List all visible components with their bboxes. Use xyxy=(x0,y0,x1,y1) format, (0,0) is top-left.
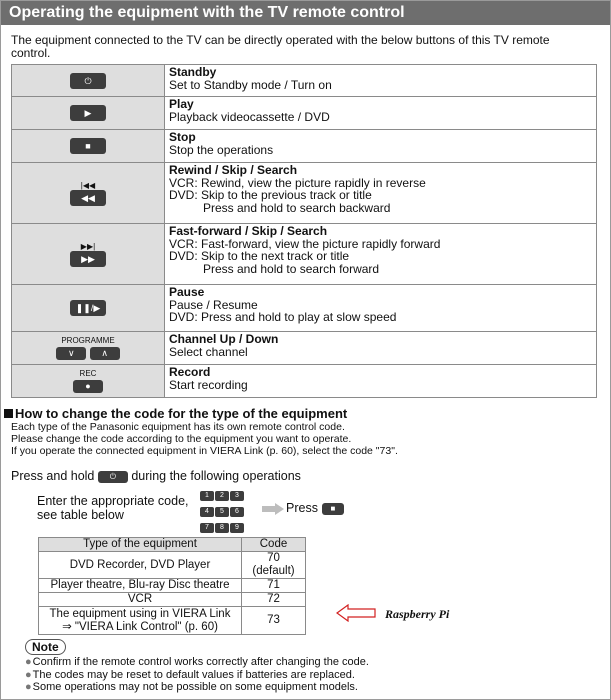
press-hold-instruction: Press and hold ⏻ during the following operations xyxy=(11,469,301,483)
row-heading: Stop xyxy=(169,130,196,144)
table-row xyxy=(12,285,597,332)
row-line: DVD: Skip to the next track or title xyxy=(169,249,350,263)
key-8: 8 xyxy=(215,523,229,533)
power-icon: ⏻ xyxy=(98,471,128,483)
bullet-icon: ● xyxy=(25,668,32,681)
row-line: Press and hold to search forward xyxy=(203,261,380,276)
table-row xyxy=(39,593,306,607)
channel-down-icon: ∨ xyxy=(56,347,86,360)
note-label: Note xyxy=(25,639,66,655)
intro-text: The equipment connected to the TV can be directly operated with the below buttons of this TV remote control. xyxy=(11,33,550,60)
stop-icon: ■ xyxy=(70,138,106,154)
equipment-code: 72 xyxy=(242,593,306,607)
row-heading: Pause xyxy=(169,285,205,299)
bullet-icon: ● xyxy=(25,656,32,668)
key-6: 6 xyxy=(230,507,244,517)
table-header-row xyxy=(39,538,306,552)
play-icon: ▶ xyxy=(70,105,106,121)
equipment-code: 73 xyxy=(242,607,306,635)
table-row xyxy=(12,365,597,398)
equipment-type: Player theatre, Blu-ray Disc theatre xyxy=(39,579,242,593)
equipment-type: VCR xyxy=(39,593,242,607)
table-row xyxy=(12,97,597,130)
row-heading: Fast-forward / Skip / Search xyxy=(169,224,328,238)
row-line: DVD: Skip to the previous track or title xyxy=(169,188,372,202)
row-heading: Rewind / Skip / Search xyxy=(169,163,298,177)
power-icon: ⏻ xyxy=(70,73,106,89)
row-line: Select channel xyxy=(169,344,248,359)
row-line: Set to Standby mode / Turn on xyxy=(169,77,332,92)
table-row xyxy=(12,332,597,365)
arrow-left-icon xyxy=(336,604,376,622)
notes-list xyxy=(25,656,369,694)
icon-cell xyxy=(12,365,165,398)
key-1: 1 xyxy=(200,491,214,501)
icon-cell xyxy=(12,65,165,97)
icon-cell xyxy=(12,332,165,365)
row-line: Playback videocassette / DVD xyxy=(169,109,330,124)
row-heading: Play xyxy=(169,97,194,111)
pause-icon: ❚❚/▶ xyxy=(70,300,106,316)
row-line: Stop the operations xyxy=(169,142,274,157)
equipment-code: 71 xyxy=(242,579,306,593)
key-5: 5 xyxy=(215,507,229,517)
list-item: ●The codes may be reset to default values if batteries are replaced. xyxy=(25,668,355,681)
section-body: Each type of the Panasonic equipment has its own remote control code. Please change the code according to the equipment you want to operate. If you operate the connected equipment in VIERA Link (p. 60), select the code "73". xyxy=(11,421,398,457)
skip-back-icon: |◀◀ xyxy=(80,180,96,190)
table-row xyxy=(39,552,306,579)
rewind-icon: ◀◀ xyxy=(70,190,106,206)
icon-cell xyxy=(12,285,165,332)
fast-forward-icon: ▶▶ xyxy=(70,251,106,267)
section-title: How to change the code for the type of the equipment xyxy=(4,406,347,421)
arrow-right-icon xyxy=(262,503,284,515)
list-item: ●Confirm if the remote control works correctly after changing the code. xyxy=(25,656,369,668)
press-instruction: Press ■ xyxy=(286,501,344,515)
row-heading: Record xyxy=(169,365,211,379)
column-header: Type of the equipment xyxy=(39,538,242,552)
button-table xyxy=(11,64,597,398)
equipment-type: DVD Recorder, DVD Player xyxy=(39,552,242,579)
page-title: Operating the equipment with the TV remote control xyxy=(1,1,610,25)
icon-cell xyxy=(12,163,165,224)
table-row xyxy=(12,224,597,285)
icon-cell xyxy=(12,130,165,163)
row-line: Start recording xyxy=(169,377,248,392)
column-header: Code xyxy=(242,538,306,552)
bullet-icon: ● xyxy=(25,681,32,693)
table-row xyxy=(12,65,597,97)
code-table xyxy=(38,537,306,635)
icon-cell xyxy=(12,224,165,285)
record-icon: ● xyxy=(73,380,103,393)
row-line: Pause / Resume xyxy=(169,297,258,312)
key-4: 4 xyxy=(200,507,214,517)
equipment-code: 70 (default) xyxy=(242,552,306,579)
icon-cell xyxy=(12,97,165,130)
row-line: DVD: Press and hold to play at slow speed xyxy=(169,310,397,324)
table-row xyxy=(12,130,597,163)
enter-code-text: Enter the appropriate code, see table below xyxy=(37,494,189,522)
rec-label: REC xyxy=(79,369,97,379)
equipment-type: The equipment using in VIERA Link ⇒ "VIERA Link Control" (p. 60) xyxy=(39,607,242,635)
table-row xyxy=(39,607,306,635)
channel-up-icon: ∧ xyxy=(90,347,120,360)
row-heading: Standby xyxy=(169,65,217,79)
key-7: 7 xyxy=(200,523,214,533)
programme-label: PROGRAMME xyxy=(61,336,115,346)
square-bullet-icon xyxy=(4,409,13,418)
table-row xyxy=(39,579,306,593)
row-line: VCR: Rewind, view the picture rapidly in reverse xyxy=(169,175,426,190)
annotation-label: Raspberry Pi xyxy=(385,607,450,621)
list-item: ●Some operations may not be possible on some equipment models. xyxy=(25,681,358,693)
row-line: VCR: Fast-forward, view the picture rapidly forward xyxy=(169,236,441,251)
skip-forward-icon: ▶▶| xyxy=(80,241,96,251)
key-2: 2 xyxy=(215,491,229,501)
row-heading: Channel Up / Down xyxy=(169,332,279,346)
key-3: 3 xyxy=(230,491,244,501)
row-line: Press and hold to search backward xyxy=(203,200,391,215)
table-row xyxy=(12,163,597,224)
stop-icon: ■ xyxy=(322,503,344,515)
key-9: 9 xyxy=(230,523,244,533)
